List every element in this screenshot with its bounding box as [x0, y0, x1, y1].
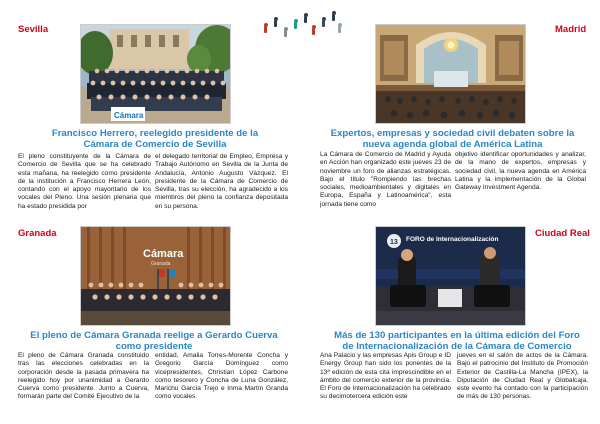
- madrid-photo-illustration: [376, 25, 526, 124]
- ciudad-real-forum-photo: [375, 226, 526, 326]
- ciudad-real-body-col1: Ana Palacio y las empresas Apis Group e ID Energy Group han sido los ponentes de la 13ª edición de esta cita imprescindible en el ámbito del comercio exterior de la provincia. El Foro de Internacionalización ha celebrado su decimotercera edición este: [320, 352, 451, 401]
- forum-edition-number: 13: [390, 239, 398, 246]
- granada-body-col2: entidad, Amalia Torres-Morente Concha y Gregorio García Domínguez como vicepresidentes, Christian López Carbone como tesorero y Concha de Luna González, Marichu García Trejo e Inma Martín Granda como vocales.: [155, 352, 288, 401]
- forum-screen-title: FORO de Internacionalización: [406, 236, 499, 243]
- region-label-ciudad-real: Ciudad Real: [535, 228, 590, 239]
- granada-body-col1: El pleno de Cámara Granada constituido tras las elecciones celebradas en la corporación desde la pasada primavera ha reelegido hoy por unanimidad a Gerardo Cuerva como presidente. Junto a Cuerva, formarán parte del Comité Ejecutivo de la: [18, 352, 149, 401]
- region-label-granada: Granada: [18, 228, 57, 239]
- madrid-body-col1: La Cámara de Comercio de Madrid y Ayuda en Acción han organizado este jueves 23 de noviembre un foro de alianzas estratégicas. Bajo el título "Rompiendo las brechas sociales, medioambientales y digitales en Europa, España y Latinoamérica", esta jornada tiene como: [320, 151, 451, 208]
- madrid-headline: Expertos, empresas y sociedad civil debaten sobre la nueva agenda global de América Latina: [330, 128, 575, 150]
- sevilla-banner-text: Cámara: [114, 111, 144, 120]
- madrid-body-col2: objetivo identificar oportunidades y analizar, de la mano de expertos, empresas y sociedad civil, la nueva agenda en América Latina y la implementación de la Global Gateway Investment Agenda.: [455, 151, 586, 191]
- granada-photo-illustration: [81, 227, 231, 326]
- granada-wall-logo-text: Cámara: [143, 248, 184, 260]
- ciudad-real-photo-illustration: [376, 227, 526, 326]
- granada-group-photo: [80, 226, 231, 326]
- sevilla-photo-illustration: [81, 25, 231, 124]
- ciudad-real-headline: Más de 130 participantes en la última edición del Foro de Internacionalización de la Cámara de Comercio: [334, 330, 580, 352]
- decorative-people-figures: [258, 12, 344, 42]
- sevilla-body-col1: El pleno constituyente de la Cámara de Comercio de Sevilla que se ha celebrado esta mañana, ha reelegido como presidente de la institución a Francisco Herrera León, contando con el apoyo mayoritario de los vocales del Pleno. Una sesión plenaria que ha estado presidida por: [18, 153, 151, 210]
- ciudad-real-body-col2: jueves en el salón de actos de la Cámara. Bajo el patrocinio del Instituto de Promoción Exterior de Castilla-La Mancha (IPEX), la Diputación de Ciudad Real y Globalcaja, este evento ha contado con la participación de más de 130 personas.: [457, 352, 588, 401]
- madrid-hall-photo: [375, 24, 526, 124]
- granada-headline: El pleno de Cámara Granada reelige a Gerardo Cuerva como presidente: [30, 330, 278, 352]
- granada-wall-logo-subtext: Granada: [151, 261, 171, 267]
- sevilla-headline: Francisco Herrero, reelegido presidente de la Cámara de Comercio de Sevilla: [51, 128, 259, 150]
- region-label-sevilla: Sevilla: [18, 24, 49, 35]
- sevilla-group-photo: [80, 24, 231, 124]
- sevilla-body-col2: el delegado territorial de Empleo, Empresa y Trabajo Autónomo en Sevilla de la Junta de Andalucía, Antonio Augusto Vázquez. El presidente de la Cámara de Comercio de Sevilla, tras su elección, ha agradecido a los miembros del pleno la confianza depositada en su persona.: [155, 153, 288, 210]
- region-label-madrid: Madrid: [555, 24, 587, 35]
